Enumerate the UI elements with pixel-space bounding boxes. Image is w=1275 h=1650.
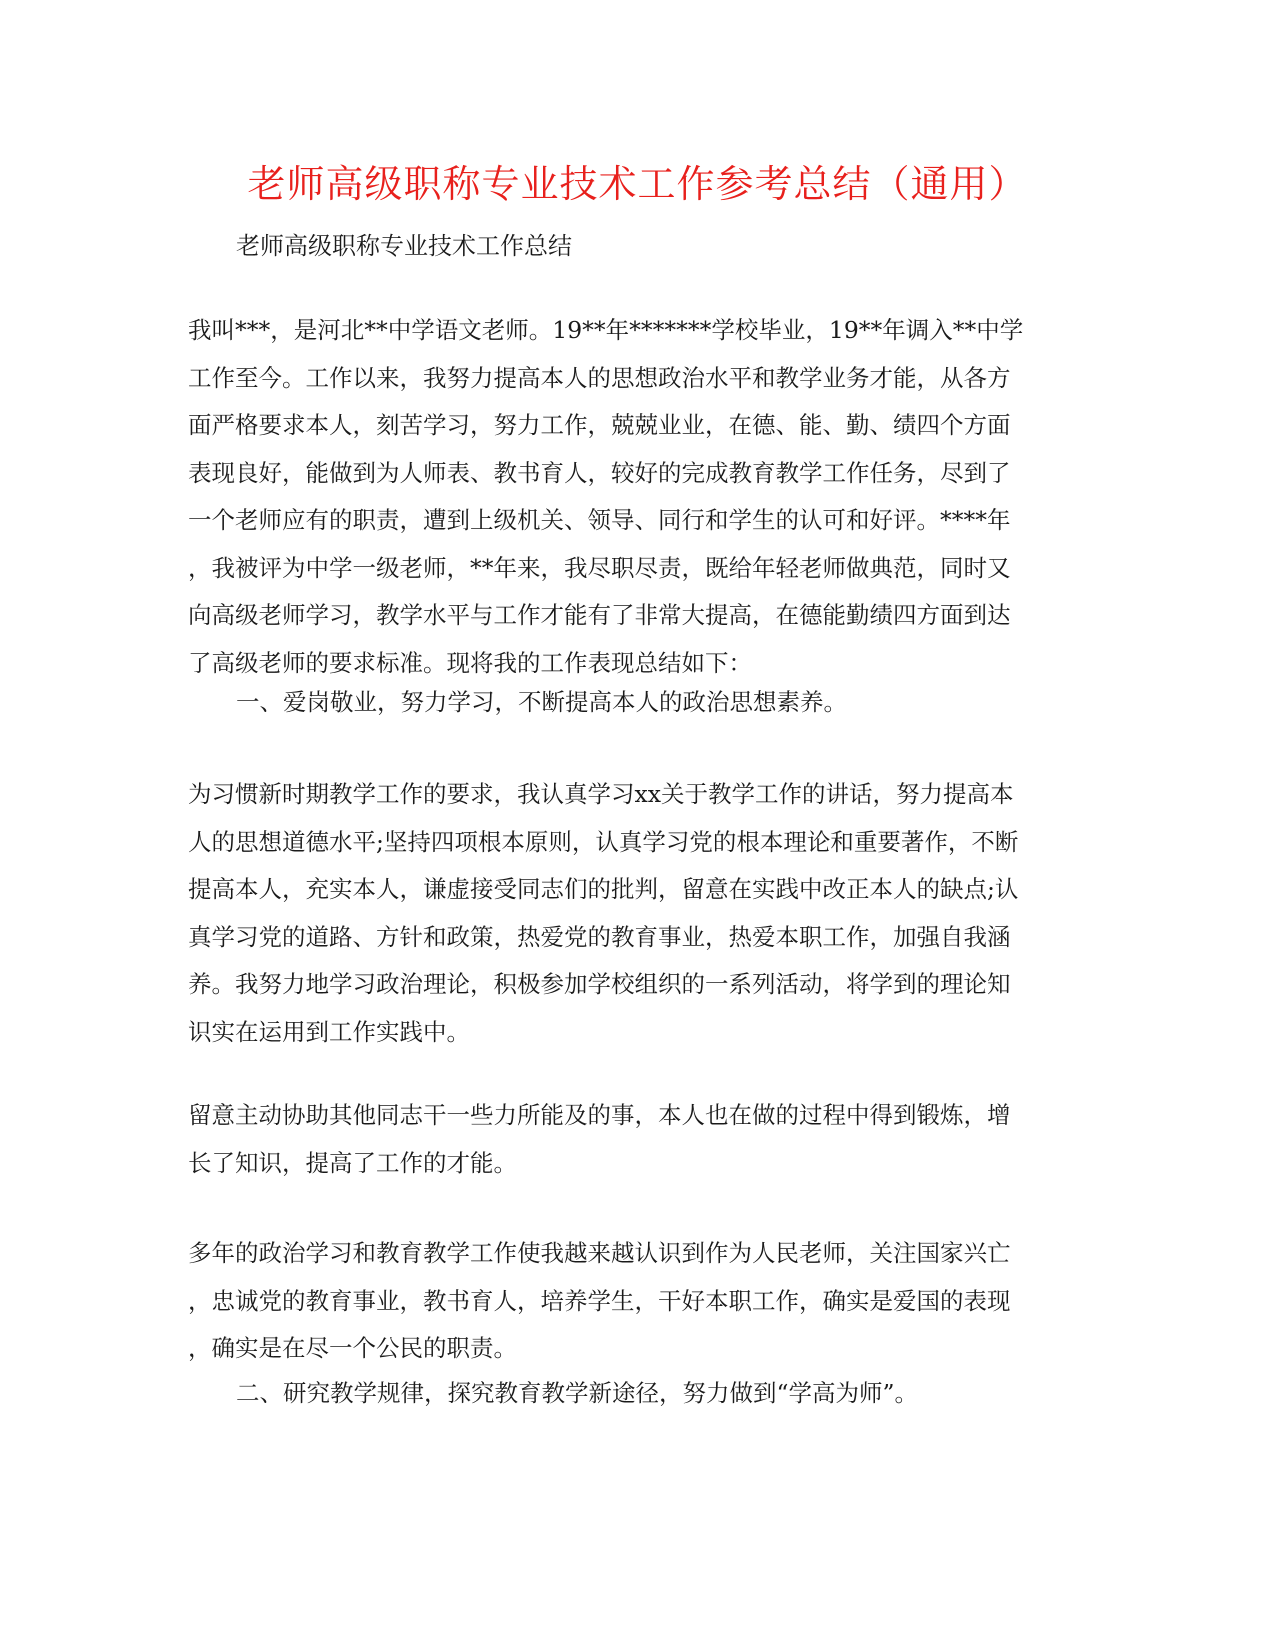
paragraph-intro xyxy=(188,307,1088,687)
paragraph-line: 长了知识，提高了工作的才能。 xyxy=(188,1148,517,1177)
paragraph-line: ，确实是在尽一个公民的职责。 xyxy=(188,1334,517,1362)
paragraph-line: 养。我努力地学习政治理论，积极参加学校组织的一系列活动，将学到的理论知 xyxy=(188,970,1011,998)
paragraph-line: 为习惯新时期教学工作的要求，我认真学习xx关于教学工作的讲话，努力提高本 xyxy=(188,780,1014,808)
paragraph-help xyxy=(188,1092,1088,1187)
paragraph-study xyxy=(188,771,1088,1056)
paragraph-line: 真学习党的道路、方针和政策，热爱党的教育事业，热爱本职工作，加强自我涵 xyxy=(188,922,1011,951)
paragraph-line: ，忠诚党的教育事业，教书育人，培养学生，干好本职工作，确实是爱国的表现 xyxy=(188,1286,1011,1315)
paragraph-line: 提高本人，充实本人，谦虚接受同志们的批判，留意在实践中改正本人的缺点;认 xyxy=(188,875,1019,903)
section-heading-1: 一、爱岗敬业，努力学习，不断提高本人的政治思想素养。 xyxy=(236,688,847,716)
paragraph-line: 了高级老师的要求标准。现将我的工作表现总结如下： xyxy=(188,648,752,677)
section-heading-2: 二、研究教学规律，探究教育教学新途径，努力做到“学高为师”。 xyxy=(236,1379,919,1407)
paragraph-line: 多年的政治学习和教育教学工作使我越来越认识到作为人民老师，关注国家兴亡 xyxy=(188,1239,1011,1267)
paragraph-line: 留意主动协助其他同志干一些力所能及的事，本人也在做的过程中得到锻炼，增 xyxy=(188,1101,1011,1129)
paragraph-line: ，我被评为中学一级老师，**年来，我尽职尽责，既给年轻老师做典范，同时又 xyxy=(188,553,1011,582)
paragraph-duty xyxy=(188,1230,1088,1373)
paragraph-line: 识实在运用到工作实践中。 xyxy=(188,1017,470,1046)
paragraph-line: 人的思想道德水平;坚持四项根本原则，认真学习党的根本理论和重要著作，不断 xyxy=(188,827,1019,856)
document-title: 老师高级职称专业技术工作参考总结（通用） xyxy=(247,162,1028,206)
paragraph-line: 表现良好，能做到为人师表、教书育人，较好的完成教育教学工作任务，尽到了 xyxy=(188,458,1011,487)
paragraph-line: 工作至今。工作以来，我努力提高本人的思想政治水平和教学业务才能，从各方 xyxy=(188,363,1011,392)
paragraph-line: 向高级老师学习，教学水平与工作才能有了非常大提高，在德能勤绩四方面到达 xyxy=(188,601,1011,629)
paragraph-line: 面严格要求本人，刻苦学习，努力工作，兢兢业业，在德、能、勤、绩四个方面 xyxy=(188,411,1011,439)
paragraph-line: 一个老师应有的职责，遭到上级机关、领导、同行和学生的认可和好评。****年 xyxy=(188,506,1011,534)
paragraph-line: 我叫***，是河北**中学语文老师。19**年*******学校毕业，19**年调入**中学 xyxy=(188,316,1024,344)
document-subtitle: 老师高级职称专业技术工作总结 xyxy=(236,232,572,260)
